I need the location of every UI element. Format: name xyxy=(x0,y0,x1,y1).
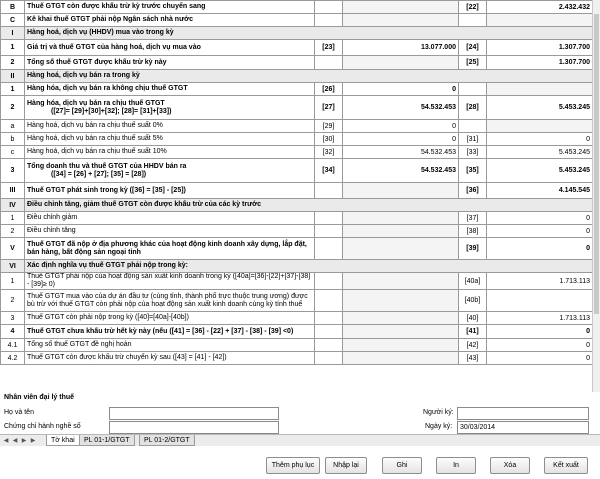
row-label xyxy=(25,146,315,159)
row-label xyxy=(25,56,315,70)
tax-value-cell[interactable]: 0 xyxy=(487,238,593,260)
row-label xyxy=(25,96,315,120)
sign-date-input[interactable]: 30/03/2014 xyxy=(457,421,589,434)
tab-last-icon[interactable]: ▶ xyxy=(30,438,36,444)
row-number: 4.2 xyxy=(1,352,25,365)
row-number: 2 xyxy=(1,56,25,70)
indicator-code: [42] xyxy=(459,339,487,352)
vertical-scrollbar[interactable] xyxy=(592,0,600,392)
signer-input[interactable] xyxy=(457,407,589,420)
sheet-tab-bar xyxy=(0,434,600,446)
tax-value-cell[interactable]: 0 xyxy=(487,339,593,352)
indicator-code xyxy=(315,183,343,199)
indicator-code: [40] xyxy=(459,312,487,325)
row-number: 1 xyxy=(1,273,25,290)
print-button[interactable]: In xyxy=(436,457,476,474)
indicator-code xyxy=(315,1,343,14)
value-cell[interactable]: 0 xyxy=(343,133,459,146)
row-label xyxy=(25,120,315,133)
agent-name-label: Họ và tên xyxy=(4,409,34,416)
value-cell xyxy=(343,56,459,70)
row-number: B xyxy=(1,1,25,14)
delete-button[interactable]: Xóa xyxy=(490,457,530,474)
section-title: Hàng hoá, dịch vụ bán ra trong kỳ xyxy=(25,70,593,83)
tax-value-cell[interactable] xyxy=(487,290,593,312)
table-row xyxy=(1,70,593,83)
row-label-text: Thuế GTGT đã nộp ở địa phương khác của hoạt động kinh doanh xây dựng, lắp đặt, bán hàng, bất động sản ngoại tỉnh xyxy=(27,240,307,256)
indicator-code xyxy=(315,56,343,70)
sign-date-label: Ngày ký: xyxy=(425,423,453,430)
value-cell xyxy=(343,1,459,14)
indicator-code: [32] xyxy=(315,146,343,159)
tax-value-cell[interactable]: 1.307.700 xyxy=(487,56,593,70)
row-number: I xyxy=(1,27,25,40)
indicator-code: [31] xyxy=(459,133,487,146)
row-number: 3 xyxy=(1,159,25,183)
tab-to-khai[interactable]: Tờ khai xyxy=(46,435,80,446)
row-formula-text: ([27]= [29]+[30]+[32]; [28]= [31]+[33]) xyxy=(51,107,172,115)
table-row xyxy=(1,159,593,183)
row-label-text: Tổng số thuế GTGT được khấu trừ kỳ này xyxy=(27,58,167,66)
value-cell xyxy=(343,183,459,199)
indicator-code: [43] xyxy=(459,352,487,365)
row-label xyxy=(25,212,315,225)
indicator-code: [25] xyxy=(459,56,487,70)
row-label xyxy=(25,40,315,56)
row-label xyxy=(25,325,315,339)
row-label-text: Thuế GTGT phải nộp của hoạt động sản xuất kinh doanh trong kỳ ([40a]=[36]-[22]+[37]-[38] - [39]≥ 0) xyxy=(27,273,311,288)
row-number: 3 xyxy=(1,312,25,325)
row-label-text: Tổng số thuế GTGT đề nghị hoàn xyxy=(27,341,132,348)
table-row xyxy=(1,212,593,225)
row-formula-text: ([34] = [26] + [27]; [35] = [28]) xyxy=(51,170,147,178)
indicator-code: [33] xyxy=(459,146,487,159)
row-label-text: Hàng hoá, dịch vụ bán ra chịu thuế suất 10% xyxy=(27,148,167,155)
value-cell[interactable]: 54.532.453 xyxy=(343,146,459,159)
row-number: 1 xyxy=(1,40,25,56)
row-label xyxy=(25,14,315,27)
table-row xyxy=(1,56,593,70)
row-number: a xyxy=(1,120,25,133)
row-label xyxy=(25,290,315,312)
reset-button[interactable]: Nhập lại xyxy=(325,457,367,474)
row-label xyxy=(25,339,315,352)
table-row xyxy=(1,146,593,159)
indicator-code xyxy=(315,352,343,365)
indicator-code xyxy=(315,325,343,339)
tax-value-cell[interactable]: 0 xyxy=(487,212,593,225)
tax-agent-title: Nhân viên đại lý thuế xyxy=(4,394,75,401)
table-row xyxy=(1,27,593,40)
tab-first-icon[interactable]: ◀ xyxy=(3,438,9,444)
indicator-code: [22] xyxy=(459,1,487,14)
row-label-text: Điều chỉnh giảm xyxy=(27,214,78,221)
table-row xyxy=(1,83,593,96)
row-label-text: Thuế GTGT phát sinh trong kỳ ([36] = [35] - [25]) xyxy=(27,186,186,194)
section-title: Điều chỉnh tăng, giảm thuế GTGT còn được khấu trừ của các kỳ trước xyxy=(25,199,593,212)
table-row xyxy=(1,40,593,56)
value-cell xyxy=(343,339,459,352)
value-cell[interactable]: 13.077.000 xyxy=(343,40,459,56)
indicator-code xyxy=(315,14,343,27)
tab-next-icon[interactable]: ▶ xyxy=(21,438,27,444)
tax-value-cell xyxy=(487,14,593,27)
indicator-code: [23] xyxy=(315,40,343,56)
indicator-code xyxy=(315,212,343,225)
table-row xyxy=(1,120,593,133)
row-label-text: Thuế GTGT còn phải nộp trong kỳ ([40]=[40a]-[40b]) xyxy=(27,314,189,321)
tax-value-cell[interactable]: 5.453.245 xyxy=(487,159,593,183)
table-row xyxy=(1,352,593,365)
table-row xyxy=(1,183,593,199)
indicator-code xyxy=(315,238,343,260)
table-row xyxy=(1,273,593,290)
row-number: VI xyxy=(1,260,25,273)
save-button[interactable]: Ghi xyxy=(382,457,422,474)
value-cell xyxy=(343,225,459,238)
value-cell xyxy=(343,273,459,290)
tax-value-cell[interactable]: 0 xyxy=(487,133,593,146)
indicator-code: [30] xyxy=(315,133,343,146)
tax-value-cell[interactable]: 4.145.545 xyxy=(487,183,593,199)
row-label-text: Thuế GTGT còn được khấu trừ kỳ trước chuyển sang xyxy=(27,3,206,10)
indicator-code: [41] xyxy=(459,325,487,339)
row-number: c xyxy=(1,146,25,159)
export-button[interactable]: Kết xuất xyxy=(544,457,588,474)
table-row xyxy=(1,325,593,339)
row-label-text: Điều chỉnh tăng xyxy=(27,227,76,234)
row-label-text: Hàng hóa, dịch vụ bán ra không chịu thuế GTGT xyxy=(27,85,188,92)
tax-value-cell xyxy=(487,83,593,96)
table-row xyxy=(1,312,593,325)
agent-cert-input[interactable] xyxy=(109,421,279,434)
indicator-code xyxy=(315,225,343,238)
indicator-code: [34] xyxy=(315,159,343,183)
indicator-code: [24] xyxy=(459,40,487,56)
row-label xyxy=(25,133,315,146)
tax-value-cell[interactable]: 1.713.113 xyxy=(487,312,593,325)
row-label-text: Hàng hóa, dịch vụ bán ra chịu thuế GTGT xyxy=(27,99,165,107)
table-row xyxy=(1,260,593,273)
tab-pl-01-1[interactable]: PL 01-1/GTGT xyxy=(79,435,135,446)
add-appendix-button[interactable]: Thêm phụ lục xyxy=(266,457,320,474)
value-cell xyxy=(343,352,459,365)
tax-value-cell[interactable]: 1.307.700 xyxy=(487,40,593,56)
indicator-code: [38] xyxy=(459,225,487,238)
value-cell[interactable]: 0 xyxy=(343,120,459,133)
row-number: V xyxy=(1,238,25,260)
row-number: 2 xyxy=(1,96,25,120)
row-label-text: Hàng hoá, dịch vụ bán ra chịu thuế suất 5% xyxy=(27,135,163,142)
row-label xyxy=(25,183,315,199)
indicator-code xyxy=(315,339,343,352)
row-label xyxy=(25,312,315,325)
row-number: 1 xyxy=(1,83,25,96)
row-label-text: Thuế GTGT mua vào của dự án đầu tư (cùng tỉnh, thành phố trực thuộc trung ương) được bù trừ với thuế GTGT còn phải nộp của hoạt động sản xuất kinh doanh cùng kỳ tính thuế xyxy=(27,292,308,308)
row-label xyxy=(25,1,315,14)
row-label xyxy=(25,83,315,96)
tax-value-cell xyxy=(487,120,593,133)
row-number: IV xyxy=(1,199,25,212)
value-cell xyxy=(343,212,459,225)
row-label-text: Kê khai thuế GTGT phải nộp Ngân sách nhà nước xyxy=(27,16,194,23)
value-cell[interactable]: 0 xyxy=(343,83,459,96)
row-label xyxy=(25,159,315,183)
row-label xyxy=(25,273,315,290)
tax-value-cell[interactable]: 0 xyxy=(487,325,593,339)
tab-prev-icon[interactable]: ◀ xyxy=(12,438,18,444)
scrollbar-thumb[interactable] xyxy=(594,14,599,314)
tax-value-cell[interactable]: 0 xyxy=(487,225,593,238)
table-row xyxy=(1,238,593,260)
row-number: 4 xyxy=(1,325,25,339)
tab-pl-01-2[interactable]: PL 01-2/GTGT xyxy=(139,435,195,446)
table-row xyxy=(1,96,593,120)
indicator-code: [40a] xyxy=(459,273,487,290)
row-label-text: Tổng doanh thu và thuế GTGT của HHDV bán ra xyxy=(27,162,187,170)
agent-name-input[interactable] xyxy=(109,407,279,420)
indicator-code: [28] xyxy=(459,96,487,120)
indicator-code xyxy=(315,290,343,312)
value-cell xyxy=(343,312,459,325)
table-row xyxy=(1,199,593,212)
indicator-code: [39] xyxy=(459,238,487,260)
indicator-code: [35] xyxy=(459,159,487,183)
indicator-code: [26] xyxy=(315,83,343,96)
row-number: C xyxy=(1,14,25,27)
table-row xyxy=(1,14,593,27)
tax-value-cell[interactable]: 2.432.432 xyxy=(487,1,593,14)
indicator-code: [29] xyxy=(315,120,343,133)
value-cell xyxy=(343,325,459,339)
value-cell[interactable]: 54.532.453 xyxy=(343,159,459,183)
indicator-code xyxy=(459,14,487,27)
row-label-text: Thuế GTGT chưa khấu trừ hết kỳ này (nếu ([41] = [36] - [22] + [37] - [38] - [39] <0) xyxy=(27,327,294,335)
section-title: Xác định nghĩa vụ thuế GTGT phải nộp trong kỳ: xyxy=(25,260,593,273)
row-number: II xyxy=(1,70,25,83)
row-label-text: Thuế GTGT còn được khấu trừ chuyển kỳ sau ([43] = [41] - [42]) xyxy=(27,354,227,361)
row-label xyxy=(25,225,315,238)
tax-value-cell[interactable]: 1.713.113 xyxy=(487,273,593,290)
section-title: Hàng hoá, dịch vụ (HHDV) mua vào trong kỳ xyxy=(25,27,593,40)
row-number: 2 xyxy=(1,225,25,238)
row-number: b xyxy=(1,133,25,146)
indicator-code: [27] xyxy=(315,96,343,120)
indicator-code xyxy=(459,120,487,133)
table-row xyxy=(1,133,593,146)
row-label xyxy=(25,352,315,365)
table-row xyxy=(1,290,593,312)
agent-cert-label: Chứng chỉ hành nghề số xyxy=(4,423,81,430)
value-cell xyxy=(343,238,459,260)
row-label xyxy=(25,238,315,260)
row-label-text: Giá trị và thuế GTGT của hàng hoá, dịch vụ mua vào xyxy=(27,43,201,51)
indicator-code: [40b] xyxy=(459,290,487,312)
row-number: III xyxy=(1,183,25,199)
row-label-text: Hàng hoá, dịch vụ bán ra chịu thuế suất 0% xyxy=(27,122,163,129)
value-cell xyxy=(343,290,459,312)
table-row xyxy=(1,225,593,238)
row-number: 4.1 xyxy=(1,339,25,352)
indicator-code xyxy=(315,312,343,325)
tax-agent-section xyxy=(0,393,600,434)
action-bar xyxy=(0,446,600,479)
row-number: 1 xyxy=(1,212,25,225)
table-row xyxy=(1,339,593,352)
tax-value-cell[interactable]: 5.453.245 xyxy=(487,96,593,120)
indicator-code xyxy=(315,273,343,290)
row-number: 2 xyxy=(1,290,25,312)
tax-value-cell[interactable]: 0 xyxy=(487,352,593,365)
table-row xyxy=(1,1,593,14)
indicator-code: [36] xyxy=(459,183,487,199)
value-cell xyxy=(343,14,459,27)
signer-label: Người ký: xyxy=(423,409,454,416)
tax-value-cell[interactable]: 5.453.245 xyxy=(487,146,593,159)
indicator-code: [37] xyxy=(459,212,487,225)
indicator-code xyxy=(459,83,487,96)
value-cell[interactable]: 54.532.453 xyxy=(343,96,459,120)
